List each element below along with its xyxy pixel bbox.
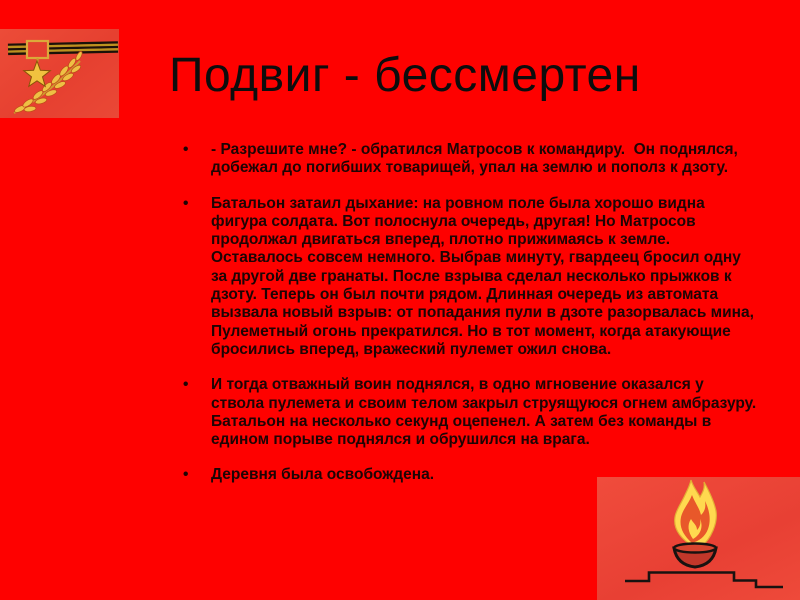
bullet-marker: •	[183, 376, 189, 394]
bullet-list	[183, 141, 761, 485]
bullet-marker: •	[183, 466, 189, 484]
eternal-flame-icon	[597, 477, 800, 600]
bullet-marker: •	[183, 194, 189, 212]
gold-star-icon	[24, 61, 51, 86]
bullet-item	[183, 376, 761, 449]
flame-icon	[675, 480, 717, 547]
bullet-text: И тогда отважный воин поднялся, в одно мгновение оказался у ствола пулемета и своим телом закрыл струящуюся огнем амбразуру. Батальон на несколько секунд оцепенел. А затем без команды в едином порыве поднялся и обрушился на врага.	[211, 376, 761, 449]
flame-bowl-icon	[674, 544, 716, 568]
medal-icon	[0, 29, 119, 118]
guards-ribbon-icon	[8, 41, 118, 55]
bullet-text: - Разрешите мне? - обратился Матросов к командиру. Он поднялся, добежал до погибших товарищей, упал на землю и пополз к дзоту.	[211, 141, 743, 177]
bullet-item	[183, 195, 757, 360]
bullet-marker: •	[183, 141, 189, 158]
suspension-block-icon	[27, 41, 48, 58]
page-title: Подвиг - бессмертен	[169, 49, 641, 102]
bullet-text: Деревня была освобождена.	[211, 466, 435, 484]
gold-star-medal-image	[0, 29, 119, 118]
bullet-text: Батальон затаил дыхание: на ровном поле была хорошо видна фигура солдата. Вот полоснула очередь, другая! Но Матросов продолжал двигаться вперед, плотно прижимаясь к земле. Оставалось совсем немного. Выбрав минуту, гвардеец бросил одну за другой две гранаты. После взрыва сделал несколько прыжков к дзоту. Теперь он был почти рядом. Длинная очередь из автомата вызвала новый взрыв: от попадания пули в дзоте разорвалась мина, Пулеметный огонь прекратился. Но в тот момент, когда атакующие бросились вперед, вражеский пулемет ожил снова.	[211, 194, 759, 358]
laurel-branch-icon	[13, 51, 83, 114]
bullet-item	[183, 141, 757, 178]
pedestal-steps	[625, 573, 783, 588]
eternal-flame-image	[597, 477, 800, 600]
